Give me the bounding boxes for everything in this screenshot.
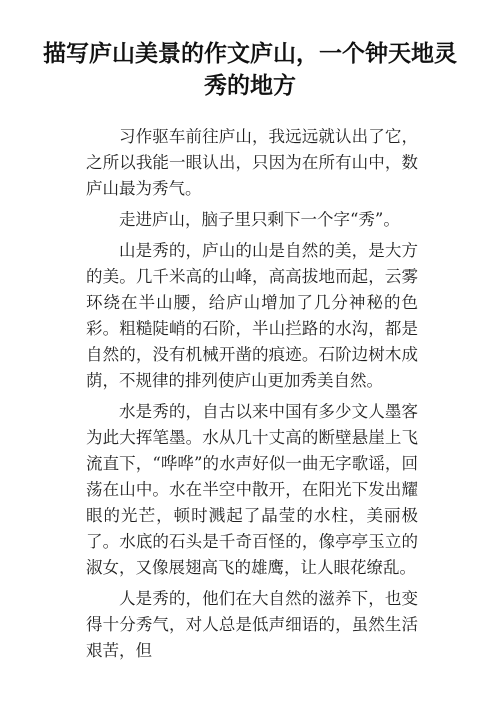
paragraph: 习作驱车前往庐山，我远远就认出了它，之所以我能一眼认出，只因为在所有山中，数庐山最为秀气。 (86, 127, 418, 198)
document-body (86, 124, 418, 669)
document-title: 描写庐山美景的作文庐山，一个钟天地灵秀的地方 (43, 41, 457, 99)
paragraph: 走进庐山，脑子里只剩下一个字“秀”。 (119, 210, 400, 229)
paragraph: 人是秀的，他们在大自然的滋养下，也变得十分秀气，对人总是低声细语的，虽然生活艰苦，但 (86, 589, 418, 660)
paragraph: 水是秀的，自古以来中国有多少文人墨客为此大挥笔墨。水从几十丈高的断壁悬崖上飞流直下，“哗哗”的水声好似一曲无字歌谣，回荡在山中。水在半空中散开，在阳光下发出耀眼的光芒，顿时溅起了晶莹的水柱，美丽极了。水底的石头是千奇百怪的，像亭亭玉立的淑女，又像展翅高飞的雄鹰，让人眼花缭乱。 (86, 402, 418, 577)
paragraph: 山是秀的，庐山的山是自然的美，是大方的美。几千米高的山峰，高高拔地而起，云雾环绕在半山腰，给庐山增加了几分神秘的色彩。粗糙陡峭的石阶，半山拦路的水沟，都是自然的，没有机械开凿的痕迹。石阶边树木成荫，不规律的排列使庐山更加秀美自然。 (86, 241, 418, 390)
